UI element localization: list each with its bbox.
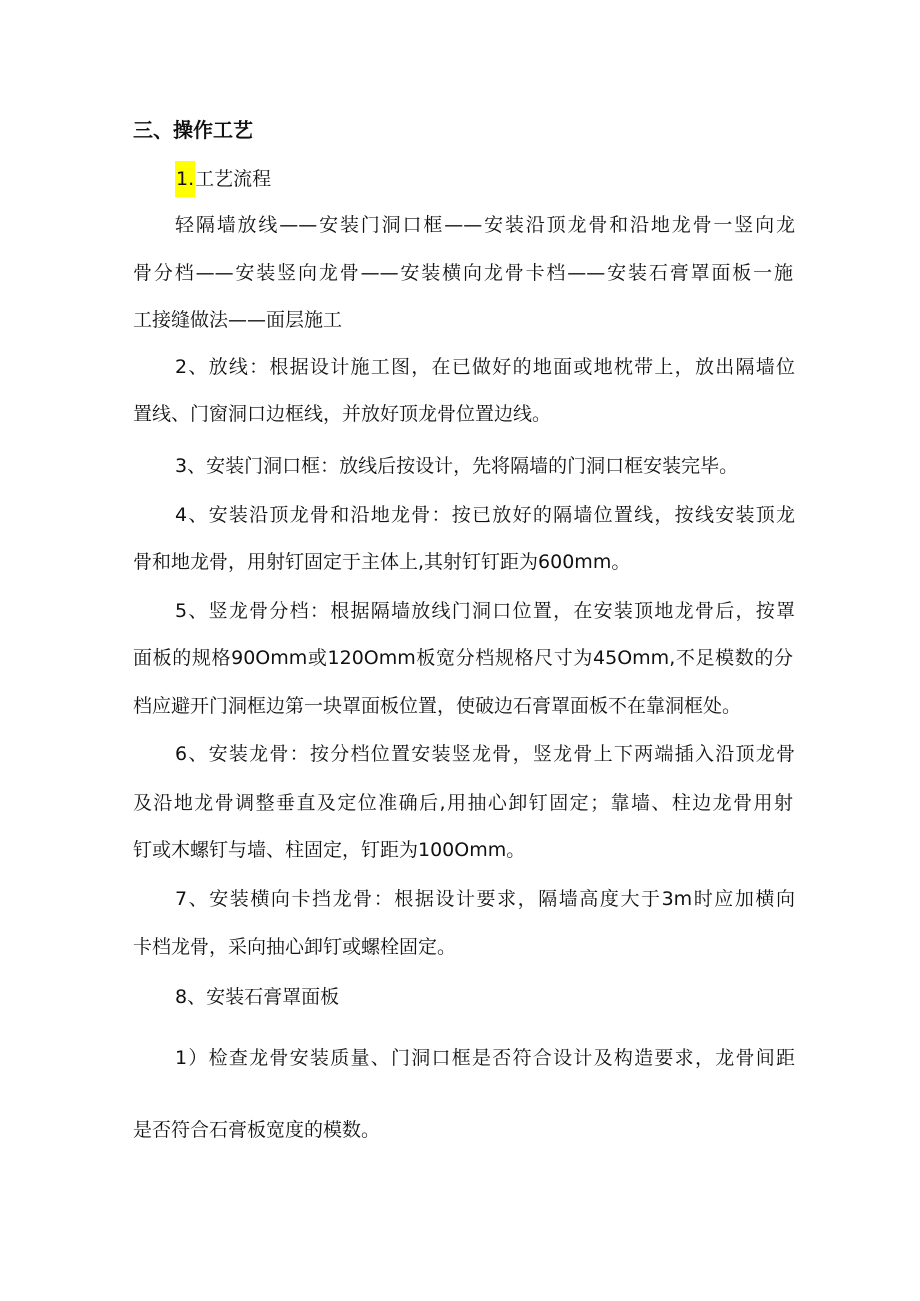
- step1-title-line: [175, 167, 795, 197]
- step4-line-2: 骨和地龙骨，用射钉固定于主体上,其射钉钉距为600mm。: [133, 551, 631, 573]
- step4-line-1: 4、安装沿顶龙骨和沿地龙骨：按已放好的隔墙位置线，按线安装顶龙: [175, 504, 795, 526]
- step1-number-highlight: 1.: [175, 161, 195, 197]
- step1-flow-line-2: 骨分档——安装竖向龙骨——安装横向龙骨卡档——安装石膏罩面板一施: [133, 262, 793, 284]
- step2-line-2: 置线、门窗洞口边框线，并放好顶龙骨位置边线。: [133, 403, 552, 425]
- section-heading: 三、操作工艺: [133, 118, 253, 142]
- step5-line-3: 档应避开门洞框边第一块罩面板位置，使破边石膏罩面板不在靠洞框处。: [133, 695, 742, 717]
- step7-line-2: 卡档龙骨，采向抽心卸钉或螺栓固定。: [133, 936, 457, 958]
- step6-line-1: 6、安装龙骨：按分档位置安装竖龙骨，竖龙骨上下两端插入沿顶龙骨: [175, 743, 795, 765]
- step1-title: 工艺流程: [195, 168, 272, 190]
- step1-flow-line-3: 工接缝做法——面层施工: [133, 309, 343, 331]
- step8-title: 8、安装石膏罩面板: [175, 986, 340, 1008]
- step5-line-2: 面板的规格90Omm或120Omm板宽分档规格尺寸为45Omm,不足模数的分: [133, 647, 793, 669]
- step6-line-3: 钉或木螺钉与墙、柱固定，钉距为100Omm。: [133, 839, 526, 861]
- step2-line-1: 2、放线：根据设计施工图，在已做好的地面或地枕带上，放出隔墙位: [175, 356, 795, 378]
- step6-line-2: 及沿地龙骨调整垂直及定位准确后,用抽心卸钉固定；靠墙、柱边龙骨用射: [133, 792, 793, 814]
- step8-1-line-2: 是否符合石膏板宽度的模数。: [133, 1119, 381, 1141]
- step8-1-line-1: 1）检查龙骨安装质量、门洞口框是否符合设计及构造要求，龙骨间距: [175, 1047, 795, 1069]
- step1-flow-line-1: 轻隔墙放线——安装门洞口框——安装沿顶龙骨和沿地龙骨一竖向龙: [175, 214, 795, 236]
- step5-line-1: 5、竖龙骨分档：根据隔墙放线门洞口位置，在安装顶地龙骨后，按罩: [175, 600, 795, 622]
- step7-line-1: 7、安装横向卡挡龙骨：根据设计要求，隔墙高度大于3m时应加横向: [175, 888, 795, 910]
- step3-line-1: 3、安装门洞口框：放线后按设计，先将隔墙的门洞口框安装完毕。: [175, 455, 739, 477]
